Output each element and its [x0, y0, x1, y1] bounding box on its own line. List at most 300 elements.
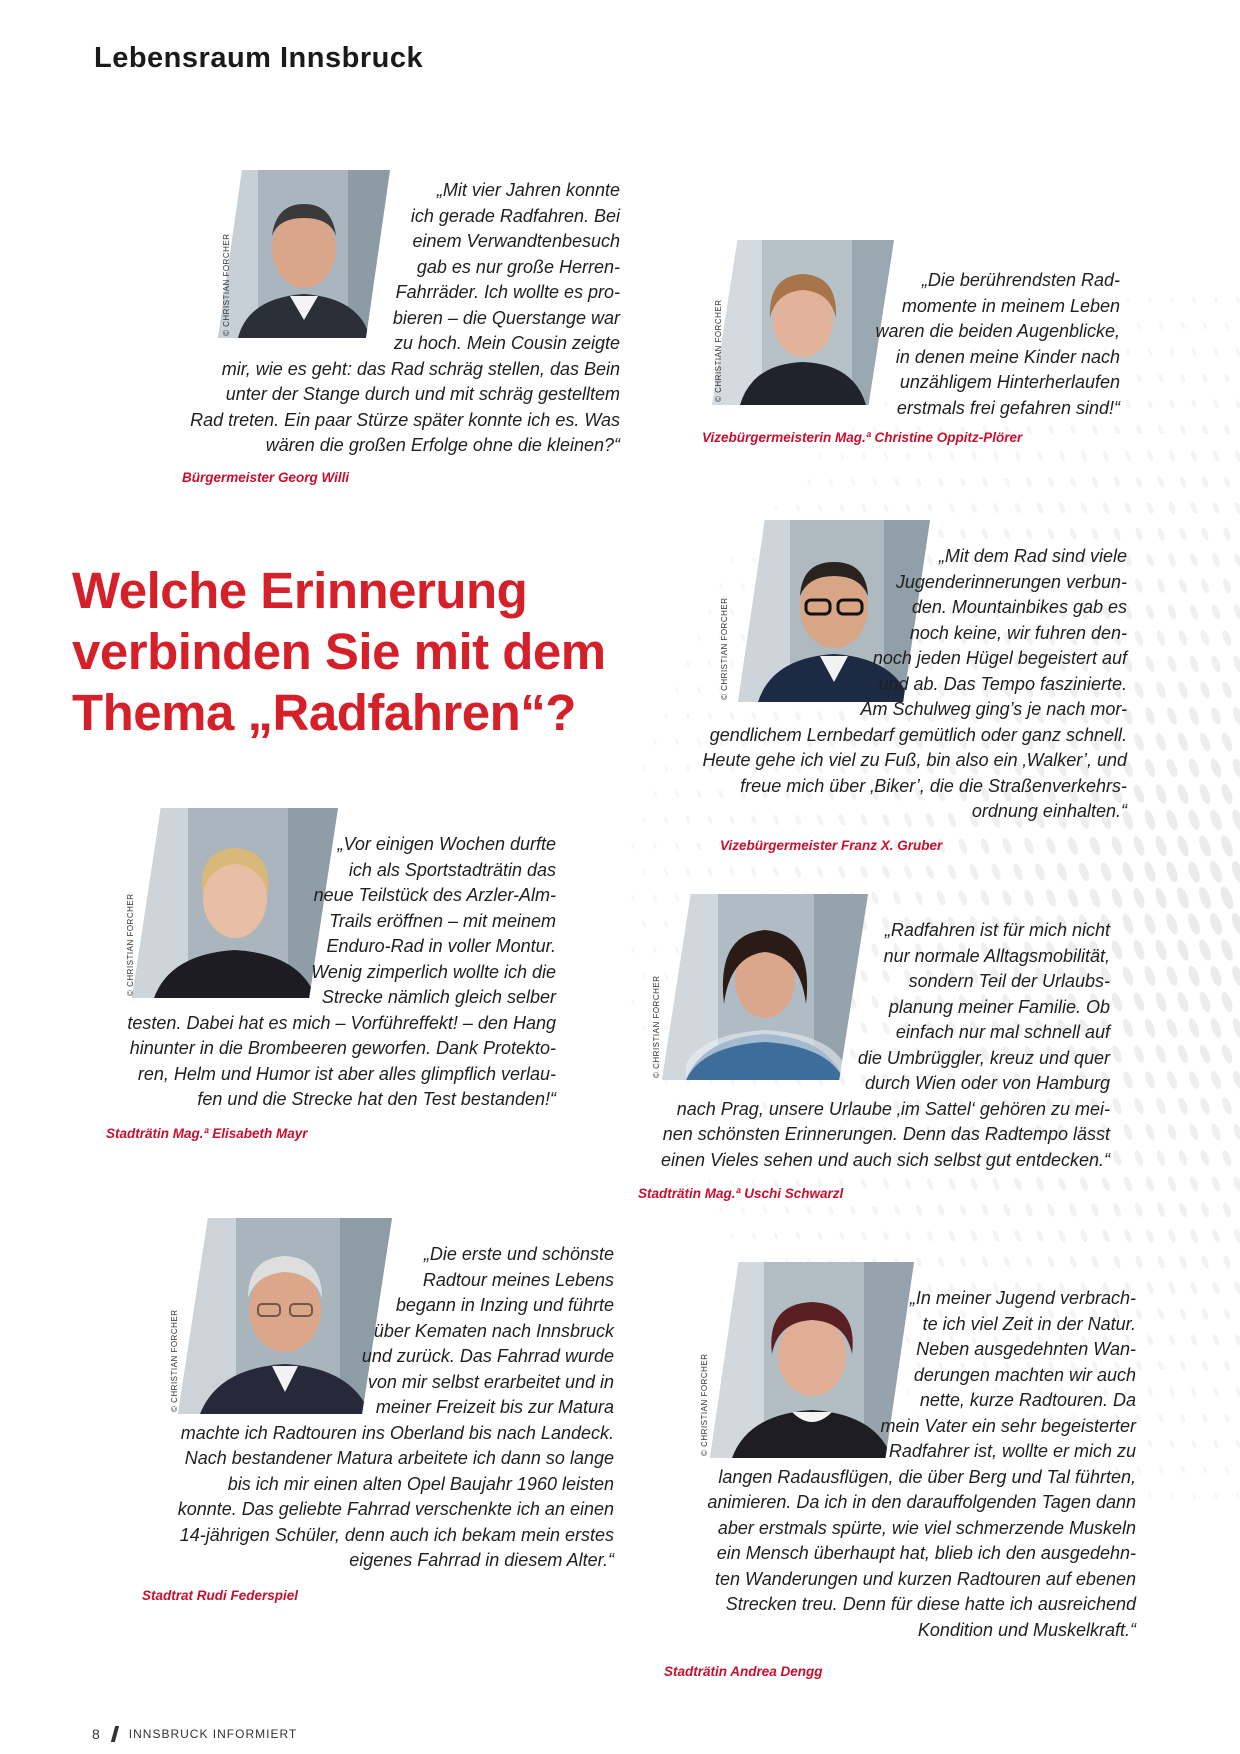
background-dot [969, 1177, 979, 1191]
background-dot [1143, 706, 1156, 726]
background-dot [1066, 836, 1080, 857]
background-dot [1176, 680, 1189, 699]
background-dot [883, 452, 889, 461]
background-dot [1189, 552, 1200, 567]
background-dot [1190, 1334, 1199, 1346]
background-dot [1177, 1202, 1188, 1218]
background-dot [1146, 1387, 1153, 1398]
background-dot [1176, 1044, 1190, 1065]
background-dot [1136, 322, 1142, 330]
background-dot [1125, 348, 1131, 357]
background-dot [1212, 1387, 1220, 1398]
background-dot [968, 863, 980, 881]
background-dot [1220, 680, 1233, 700]
background-dot [1197, 938, 1213, 962]
background-dot [1177, 578, 1188, 594]
background-dot [1047, 425, 1054, 435]
background-dot [1079, 1229, 1089, 1244]
background-dot [1168, 399, 1175, 410]
background-dot [1110, 835, 1125, 857]
background-dot [959, 528, 967, 540]
background-dot [957, 889, 969, 906]
background-dot [1231, 1017, 1240, 1039]
background-dot [981, 528, 989, 540]
background-dot [1142, 809, 1157, 831]
background-dot [1180, 322, 1186, 330]
background-dot [915, 1256, 923, 1267]
background-dot [1142, 965, 1157, 987]
background-dot [1134, 1255, 1144, 1269]
background-dot [981, 1256, 990, 1268]
background-dot [1125, 296, 1130, 303]
background-dot [1167, 501, 1176, 515]
background-dot [959, 1256, 967, 1268]
background-dot [1212, 399, 1219, 410]
background-dot [1002, 1203, 1012, 1217]
background-dot [1147, 348, 1153, 357]
background-dot [1221, 629, 1233, 647]
background-dot [1198, 1096, 1211, 1116]
background-dot [1191, 296, 1196, 303]
background-dot [1066, 888, 1080, 909]
background-dot [1165, 706, 1179, 726]
background-dot [1235, 1439, 1240, 1448]
background-dot [1180, 1413, 1187, 1423]
background-dot [1133, 1097, 1146, 1116]
background-dot [652, 842, 658, 850]
background-dot [1131, 939, 1146, 962]
page-headline: Welche Erinnerung verbinden Sie mit dem Thema „Radfahren“? [72, 562, 606, 741]
background-dot [1235, 296, 1240, 304]
background-dot [1198, 680, 1211, 699]
background-dot [1164, 860, 1180, 884]
background-dot [1179, 476, 1188, 489]
background-dot [1219, 834, 1235, 858]
background-dot [1221, 1149, 1233, 1167]
quote-signature: Stadtrat Rudi Federspiel [142, 1588, 299, 1603]
background-dot [1197, 783, 1212, 806]
background-dot [1154, 783, 1169, 805]
background-dot [1220, 1096, 1233, 1116]
background-dot [1201, 1360, 1209, 1372]
background-dot [1058, 502, 1067, 515]
background-dot [1068, 1202, 1078, 1217]
background-dot [1169, 348, 1175, 357]
background-dot [1224, 1466, 1230, 1474]
background-dot [1210, 603, 1222, 620]
background-dot [893, 1204, 901, 1216]
background-dot [1186, 964, 1202, 987]
background-dot [1208, 964, 1224, 988]
background-dot [1235, 1492, 1240, 1500]
background-dot [1234, 399, 1240, 410]
background-dot [1143, 757, 1157, 778]
background-dot [1235, 347, 1240, 356]
background-dot [979, 837, 991, 855]
background-dot [1025, 476, 1033, 488]
background-dot [1191, 1439, 1197, 1448]
background-dot [948, 1230, 957, 1242]
background-dot [1219, 938, 1236, 962]
background-dot [870, 891, 880, 906]
background-dot [1222, 1307, 1231, 1320]
background-dot [1046, 1203, 1056, 1218]
background-dot [1121, 965, 1136, 987]
background-dot [1143, 1070, 1156, 1090]
background-dot [937, 477, 944, 487]
background-dot [1166, 604, 1178, 621]
background-dot [1199, 629, 1211, 647]
background-dot [1164, 809, 1179, 832]
background-dot [762, 1206, 768, 1215]
background-dot [1143, 1017, 1157, 1038]
background-dot [1202, 322, 1208, 330]
background-dot [795, 504, 800, 512]
background-dot [1229, 911, 1240, 936]
photo-credit: © CHRISTIAN FORCHER [720, 597, 729, 700]
background-dot [674, 842, 680, 851]
background-dot [1123, 1228, 1133, 1243]
background-dot [935, 890, 946, 907]
background-dot [1153, 834, 1169, 857]
background-dot [859, 865, 869, 879]
background-dot [1233, 501, 1240, 515]
background-dot [1147, 1492, 1152, 1499]
background-dot [707, 867, 714, 877]
background-dot [1154, 1044, 1168, 1065]
background-dot [1233, 552, 1240, 568]
background-dot [1158, 1466, 1164, 1474]
background-dot [817, 1231, 824, 1240]
background-dot [1168, 450, 1176, 462]
background-dot [1024, 1255, 1033, 1268]
background-dot [1179, 1360, 1187, 1372]
background-dot [1213, 296, 1218, 304]
background-dot [1158, 1413, 1165, 1423]
background-dot [1175, 783, 1190, 805]
quote-text: „Die erste und schönste Radtour meines Lebens begann in Inzing und führte über Kematen nach Innsbruck und zurück. Das Fahrrad wurde von mir selbst erarbeitet und in meiner Freizeit bis zur Matura machte ich Radtouren ins Oberland bis nach Landeck. Nach bestandener Matura arbeitete ich dann so lange bis ich mir einen alten Opel Baujahr 1960 leisten konnte. Das geliebte Fahrrad verschenkte ich an einen 14-jährigen Schüler, denn auch ich bekam mein erstes eigenes Fahrrad in diesem Alter.“ [177, 1244, 614, 1570]
background-dot [1219, 991, 1234, 1014]
background-dot [1132, 991, 1147, 1013]
background-dot [696, 841, 702, 850]
background-dot [1167, 552, 1177, 567]
background-dot [1068, 1255, 1077, 1269]
background-dot [729, 1232, 734, 1239]
background-dot [1191, 347, 1197, 356]
background-dot [1156, 578, 1167, 594]
photo-credit: © CHRISTIAN FORCHER [652, 975, 661, 1078]
background-dot [1209, 757, 1224, 779]
background-dot [882, 1178, 890, 1190]
background-dot [926, 1230, 934, 1242]
background-dot [958, 1203, 967, 1216]
background-dot [1187, 1070, 1201, 1090]
background-dot [1222, 527, 1232, 542]
background-dot [663, 816, 669, 824]
background-dot [1197, 886, 1214, 911]
background-dot [751, 1232, 756, 1240]
background-dot [1199, 578, 1210, 594]
background-dot [1135, 1360, 1143, 1371]
background-dot [1231, 1070, 1240, 1090]
background-dot [1189, 1281, 1199, 1295]
background-dot [970, 1230, 979, 1243]
background-dot [839, 452, 844, 460]
background-dot [1211, 501, 1221, 515]
background-dot [1142, 860, 1158, 883]
quote-text: „In meiner Jugend verbrach- te ich viel Zeit in der Natur. Neben ausgedehnten Wan- derungen machten wir auch nette, kurze Radtouren. Da mein Vater ein sehr begeisterter Radfahrer ist, wollte er mich zu langen Radausflügen, die über Berg und Tal führten, animieren. Da ich in den darauffolgenden Tagen dann aber erstmals spürte, wie viel schmerzende Muskeln ein Mensch überhaupt hat, blieb ich den ausgedehn- ten Wanderungen und kurzen Radtouren auf ebenen Strecken treu. Denn für diese hatte ich ausreichend Kondition und Muskelkraft.“ [707, 1288, 1136, 1640]
quote-signature: Bürgermeister Georg Willi [182, 470, 350, 485]
background-dot [773, 504, 778, 511]
background-dot [1190, 399, 1197, 410]
background-dot [1014, 502, 1022, 514]
background-dot [1175, 834, 1191, 858]
background-dot [924, 864, 935, 880]
background-dot [1202, 1466, 1208, 1474]
background-dot [1211, 1228, 1222, 1244]
background-dot [1146, 450, 1154, 462]
background-dot [871, 1204, 879, 1215]
background-dot [1011, 862, 1024, 881]
background-dot [1111, 1097, 1124, 1116]
background-dot [773, 1232, 779, 1240]
background-dot [1112, 1255, 1122, 1269]
background-dot [860, 1178, 868, 1189]
background-dot [1164, 965, 1180, 988]
background-dot [1165, 757, 1180, 778]
background-dot [905, 452, 911, 461]
background-dot [652, 790, 657, 798]
photo-credit: © CHRISTIAN FORCHER [714, 299, 723, 402]
background-dot [1133, 1149, 1145, 1166]
background-dot [1110, 939, 1125, 961]
background-dot [990, 863, 1003, 881]
background-dot [772, 866, 780, 878]
background-dot [1175, 938, 1191, 962]
background-dot [1224, 1413, 1231, 1423]
background-dot [1197, 991, 1212, 1014]
background-dot [979, 889, 991, 907]
background-dot [1090, 1202, 1101, 1217]
background-dot [1112, 527, 1122, 541]
background-dot [937, 1256, 945, 1268]
background-dot [1223, 1360, 1231, 1372]
background-dot [630, 894, 635, 901]
background-dot [827, 1205, 834, 1215]
background-dot [1198, 732, 1212, 753]
background-dot [1234, 450, 1240, 462]
background-dot [1001, 889, 1014, 908]
background-dot [1178, 1255, 1188, 1270]
background-dot [1234, 1334, 1240, 1346]
background-dot [1231, 706, 1240, 726]
background-dot [1200, 1307, 1209, 1320]
background-dot [1230, 964, 1240, 988]
background-dot [1146, 1334, 1154, 1346]
background-dot [1209, 1070, 1223, 1090]
section-title: Lebensraum Innsbruck [94, 42, 424, 74]
background-dot [784, 1205, 790, 1214]
background-dot [1188, 603, 1200, 620]
background-dot [1121, 1018, 1135, 1039]
background-dot [1177, 1149, 1189, 1167]
background-dot [1209, 1017, 1224, 1039]
background-dot [817, 452, 822, 459]
background-dot [883, 503, 890, 513]
background-dot [913, 890, 924, 906]
background-dot [1210, 1123, 1223, 1142]
background-dot [1164, 912, 1180, 936]
background-dot [1222, 1255, 1232, 1270]
background-dot [728, 867, 735, 877]
background-dot [1036, 502, 1045, 514]
background-dot [959, 477, 966, 488]
background-dot [652, 894, 658, 902]
background-dot [992, 502, 1000, 514]
background-dot [1090, 1255, 1100, 1269]
background-dot [1202, 373, 1209, 383]
background-dot [1178, 1307, 1187, 1320]
background-dot [806, 1205, 813, 1215]
photo-credit: © CHRISTIAN FORCHER [126, 893, 135, 996]
background-dot [981, 477, 989, 488]
background-dot [1212, 450, 1220, 462]
background-dot [1178, 527, 1188, 542]
publication-name: INNSBRUCK INFORMIERT [128, 1727, 298, 1741]
background-dot [1044, 888, 1058, 908]
background-dot [1213, 1492, 1218, 1500]
quote-text: „Mit dem Rad sind viele Jugenderinnerungen verbun- den. Mountainbikes gab es noch keine, wir fuhren den- noch jeden Hügel begeistert auf und ab. Das Tempo faszinierte. Am Schulweg ging’s je nach mor- gendlichem Lernbedarf gemütlich oder ganz schnell. Heute gehe ich viel zu Fuß, bin also ein ‚Walker’, und freue mich über ‚Biker’, die die Straßenverkehrs- ordnung einhalten.“ [702, 546, 1127, 821]
background-dot [1121, 1070, 1134, 1089]
background-dot [861, 503, 867, 512]
background-dot [1175, 886, 1191, 910]
background-dot [1187, 706, 1201, 726]
background-dot [1003, 476, 1011, 487]
background-dot [1231, 757, 1240, 779]
background-dot [663, 764, 669, 772]
background-dot [1200, 475, 1209, 488]
background-dot [860, 1231, 867, 1241]
background-dot [1133, 681, 1146, 700]
background-dot [718, 1206, 723, 1213]
background-dot [1033, 862, 1046, 882]
background-dot [1232, 603, 1240, 620]
background-dot [839, 504, 845, 513]
background-dot [949, 451, 956, 461]
background-dot [1101, 501, 1110, 514]
background-dot [1167, 1228, 1178, 1243]
background-dot [1132, 732, 1146, 752]
background-dot [1186, 912, 1203, 936]
background-dot [1025, 528, 1034, 541]
background-dot [1208, 808, 1224, 831]
background-dot [1100, 1176, 1111, 1192]
background-dot [1136, 1413, 1143, 1423]
background-dot [1232, 1123, 1240, 1142]
background-dot [1120, 913, 1135, 935]
background-dot [1153, 886, 1169, 910]
background-dot [1211, 552, 1222, 567]
background-dot [1102, 450, 1110, 462]
background-dot [674, 790, 680, 798]
quote-signature: Stadträtin Andrea Dengg [664, 1664, 823, 1679]
background-dot [1079, 1176, 1090, 1192]
background-dot [1146, 399, 1153, 409]
background-dot [1135, 476, 1144, 489]
background-dot [1154, 680, 1167, 699]
background-dot [641, 764, 646, 771]
background-dot [1144, 655, 1156, 673]
background-dot [1208, 860, 1225, 885]
background-dot [1144, 1176, 1155, 1193]
background-dot [1166, 1176, 1178, 1193]
background-dot [1132, 1044, 1146, 1064]
background-dot [1145, 501, 1154, 515]
background-dot [1144, 604, 1155, 621]
background-dot [1189, 1228, 1200, 1244]
background-dot [926, 503, 933, 514]
background-dot [992, 451, 999, 461]
background-dot [1113, 476, 1122, 489]
background-dot [1168, 1334, 1176, 1346]
background-dot [641, 868, 646, 876]
background-dot [1122, 1123, 1134, 1141]
background-dot [1025, 425, 1032, 435]
background-dot [630, 842, 635, 849]
background-dot [816, 865, 825, 878]
background-dot [1219, 783, 1234, 806]
background-dot [1186, 808, 1202, 831]
background-dot [1223, 424, 1231, 436]
background-dot [1187, 1017, 1202, 1039]
background-dot [1122, 1176, 1133, 1193]
background-dot [1224, 322, 1230, 330]
background-dot [1187, 757, 1202, 779]
background-dot [1188, 1175, 1200, 1192]
background-dot [1147, 1439, 1153, 1448]
background-dot [971, 451, 978, 461]
background-dot [674, 894, 680, 903]
background-dot [1155, 1202, 1166, 1218]
quote-text: „Vor einigen Wochen durfte ich als Sportstadträtin das neue Teilstück des Arzler-Alm- Trails eröffnen – mit meinem Enduro-Rad in voller Montur. Wenig zimperlich wollte ich die Strecke nämlich gleich selber testen. Dabei hat es mich – Vorführeffekt! – den Hang hinunter in die Brombeeren geworfen. Dank Protekto- ren, Helm und Humor ist aber alles glimpflich verlau- fen und die Strecke hat den Test bestanden!“ [127, 834, 556, 1109]
background-dot [1154, 991, 1169, 1013]
background-dot [1058, 450, 1066, 461]
background-dot [1232, 655, 1240, 674]
background-dot [1177, 629, 1189, 647]
background-dot [947, 1177, 956, 1191]
background-dot [1166, 1123, 1179, 1142]
background-dot [1156, 527, 1166, 541]
background-dot [1200, 1255, 1210, 1270]
background-dot [980, 1203, 989, 1217]
background-dot [1176, 732, 1190, 753]
background-dot [1201, 424, 1209, 435]
background-dot [1191, 1492, 1196, 1500]
background-dot [916, 477, 923, 487]
background-dot [1088, 835, 1102, 856]
background-dot [849, 1205, 856, 1216]
background-dot [1124, 450, 1132, 462]
background-dot [1077, 861, 1091, 882]
background-dot [881, 864, 891, 879]
background-dot [1133, 629, 1145, 646]
quote-signature: Vizebürgermeisterin Mag.ª Christine Oppitz-Plörer [702, 430, 1023, 445]
background-dot [1233, 1281, 1240, 1295]
quote-signature: Stadträtin Mag.ª Elisabeth Mayr [106, 1126, 308, 1141]
background-dot [1199, 1149, 1211, 1167]
background-dot [1158, 373, 1165, 383]
background-dot [1035, 1229, 1045, 1243]
